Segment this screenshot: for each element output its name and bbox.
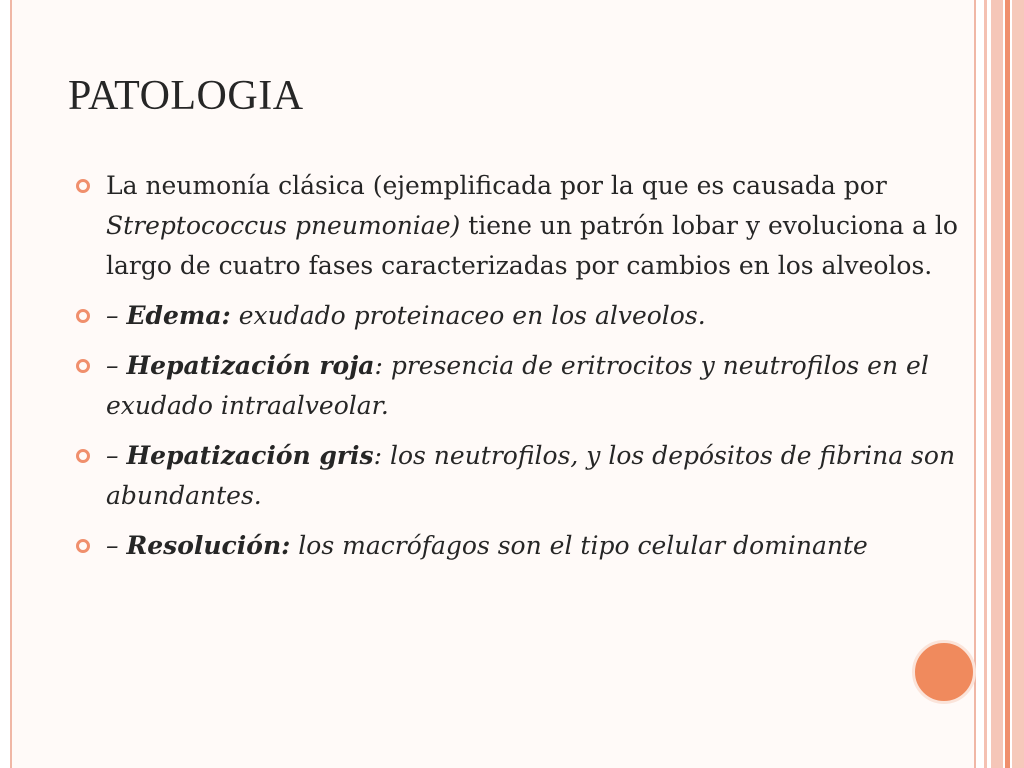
bullet-text: – Hepatización gris: los neutrofilos, y los depósitos de fibrina son abundantes. (106, 441, 956, 510)
bullet-item (76, 296, 976, 336)
decorative-stripe (984, 0, 987, 768)
decorative-stripe (1005, 0, 1010, 768)
bullet-item (76, 436, 976, 516)
decorative-stripe (1012, 0, 1024, 768)
slide-title: PATOLOGIA (68, 73, 304, 119)
ring-bullet-icon (76, 309, 90, 323)
ring-bullet-icon (76, 359, 90, 373)
bullet-text: – Hepatización roja: presencia de eritrocitos y neutrofilos en el exudado intraalveolar. (106, 351, 929, 420)
bullet-item (76, 166, 976, 286)
decorative-stripe (991, 0, 1003, 768)
bullet-text: – Edema: exudado proteinaceo en los alveolos. (106, 301, 706, 330)
orange-circle-icon (912, 640, 976, 704)
ring-bullet-icon (76, 179, 90, 193)
ring-bullet-icon (76, 449, 90, 463)
bullet-text: La neumonía clásica (ejemplificada por la que es causada por Streptococcus pneumoniae) tiene un patrón lobar y evoluciona a lo largo de cuatro fases caracterizadas por cambios en los alveolos. (106, 171, 958, 280)
bullet-text: – Resolución: los macrófagos son el tipo celular dominante (106, 531, 868, 560)
bullet-item (76, 526, 976, 566)
bullet-list (76, 166, 976, 576)
bullet-item (76, 346, 976, 426)
ring-bullet-icon (76, 539, 90, 553)
